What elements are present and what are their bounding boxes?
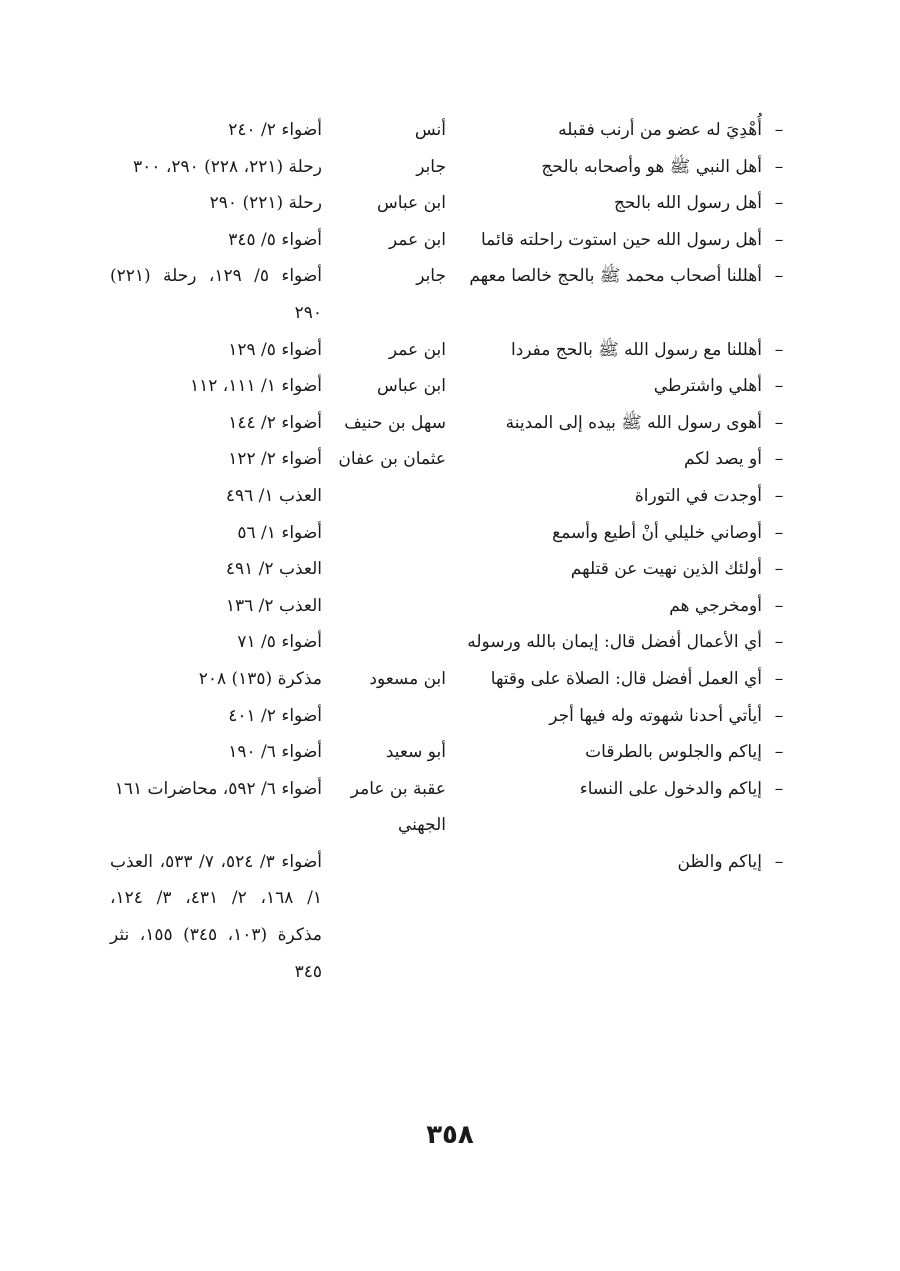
index-entry [110, 441, 790, 478]
index-entry [110, 844, 790, 990]
index-entry [110, 771, 790, 844]
index-entry [110, 185, 790, 222]
source-reference: أضواء ٥/ ١٢٩ [228, 339, 322, 360]
narrator-name: ابن عباس [376, 376, 446, 397]
narrator-name: ابن عمر [388, 229, 446, 250]
hadith-text: أهللنا مع رسول الله ﷺ بالحج مفردا [510, 339, 762, 360]
entry-dash: – [774, 449, 784, 470]
narrator-name [324, 588, 450, 625]
entry-dash: – [774, 851, 784, 872]
narrator-name: عقبة بن عامر الجهني [350, 778, 446, 836]
hadith-text: أوجدت في التوراة [634, 485, 762, 506]
hadith-text: أهلي واشترطي [653, 376, 762, 397]
source-reference: أضواء ٢/ ٤٠١ [228, 705, 322, 726]
hadith-text: أهل رسول الله حين استوت راحلته قائما [480, 229, 762, 250]
hadith-text: أهوى رسول الله ﷺ بيده إلى المدينة [505, 412, 762, 433]
narrator-name: ابن عباس [376, 193, 446, 214]
hadith-text: أي الأعمال أفضل قال: إيمان بالله ورسوله [467, 632, 762, 653]
hadith-text: إياكم والظن [677, 851, 762, 872]
source-reference: العذب ١/ ٤٩٦ [225, 485, 322, 506]
hadith-text: إياكم والجلوس بالطرقات [585, 742, 762, 763]
index-entry [110, 478, 790, 515]
source-reference: أضواء ١/ ٥٦ [237, 522, 322, 543]
entry-dash: – [774, 742, 784, 763]
hadith-text: أي العمل أفضل قال: الصلاة على وقتها [490, 668, 762, 689]
narrator-name [324, 624, 450, 661]
source-reference: أضواء ٦/ ١٩٠ [228, 742, 322, 763]
index-entry [110, 515, 790, 552]
narrator-name [324, 515, 450, 552]
entry-dash: – [774, 522, 784, 543]
index-entry [110, 368, 790, 405]
hadith-text: أو يصد لكم [683, 449, 762, 470]
entry-dash: – [774, 229, 784, 250]
source-reference: أضواء ١/ ١١١، ١١٢ [189, 376, 322, 397]
entry-dash: – [774, 705, 784, 726]
narrator-name: عثمان بن عفان [338, 449, 446, 470]
narrator-name [324, 844, 450, 990]
index-entry [110, 698, 790, 735]
source-reference: رحلة (٢٢١، ٢٢٨) ٢٩٠، ٣٠٠ [133, 156, 322, 177]
hadith-text: أهل النبي ﷺ هو وأصحابه بالحج [541, 156, 762, 177]
index-entry [110, 149, 790, 186]
narrator-name: أنس [414, 120, 446, 140]
source-reference: رحلة (٢٢١) ٢٩٠ [209, 193, 322, 214]
index-entry [110, 588, 790, 625]
hadith-text: أهل رسول الله بالحج [613, 193, 762, 214]
narrator-name [324, 551, 450, 588]
entry-dash: – [774, 412, 784, 433]
narrator-name: جابر [416, 156, 446, 177]
source-reference: أضواء ٥/ ٧١ [237, 632, 322, 653]
source-reference: أضواء ٢/ ١٢٢ [228, 449, 322, 470]
entry-dash: – [774, 339, 784, 360]
index-entry [110, 332, 790, 369]
entry-dash: – [774, 632, 784, 653]
entry-dash: – [774, 266, 784, 287]
entry-dash: – [774, 778, 784, 799]
source-reference: أضواء ٦/ ٥٩٢، محاضرات ١٦١ [114, 778, 322, 799]
source-reference: أضواء ٥/ ٣٤٥ [228, 229, 322, 250]
hadith-text: أهللنا أصحاب محمد ﷺ بالحج خالصا معهم [469, 266, 762, 287]
narrator-name: ابن عمر [388, 339, 446, 360]
narrator-name: أبو سعيد [385, 742, 446, 763]
narrator-name: ابن مسعود [369, 668, 446, 689]
source-reference: أضواء ٣/ ٥٢٤، ٧/ ٥٣٣، العذب ١/ ١٦٨، ٢/ ٤٣١، ٣/ ١٢٤، مذكرة (١٠٣، ٣٤٥) ١٥٥، نثر ٣٤٥ [110, 851, 323, 982]
entry-dash: – [774, 668, 784, 689]
source-reference: العذب ٢/ ١٣٦ [225, 595, 322, 616]
source-reference: العذب ٢/ ٤٩١ [225, 559, 322, 580]
hadith-text: أومخرجي هم [669, 595, 762, 616]
entry-dash: – [774, 376, 784, 397]
entry-dash: – [774, 156, 784, 177]
hadith-text: أولئك الذين نهيت عن قتلهم [570, 559, 762, 580]
source-reference: أضواء ٢/ ١٤٤ [228, 412, 322, 433]
index-entry [110, 661, 790, 698]
source-reference: مذكرة (١٣٥) ٢٠٨ [198, 668, 322, 689]
hadith-text: أُهْدِيَ له عضو من أرنب فقبله [558, 120, 762, 140]
hadith-text: إياكم والدخول على النساء [579, 778, 762, 799]
index-entry [110, 405, 790, 442]
page-number: ٣٥٨ [426, 1120, 474, 1150]
narrator-name [324, 698, 450, 735]
index-entry [110, 222, 790, 259]
entry-dash: – [774, 559, 784, 580]
index-entries [110, 112, 790, 990]
index-entry [110, 551, 790, 588]
narrator-name [324, 478, 450, 515]
narrator-name: سهل بن حنيف [344, 412, 446, 433]
index-entry [110, 624, 790, 661]
entry-dash: – [774, 595, 784, 616]
index-entry [110, 112, 790, 149]
index-entry [110, 734, 790, 771]
entry-dash: – [774, 485, 784, 506]
entry-dash: – [774, 120, 784, 140]
hadith-text: أوصاني خليلي أنْ أطيع وأسمع [552, 522, 762, 543]
source-reference: أضواء ٢/ ٢٤٠ [228, 120, 322, 140]
entry-dash: – [774, 193, 784, 214]
narrator-name: جابر [416, 266, 446, 287]
source-reference: أضواء ٥/ ١٢٩، رحلة (٢٢١) ٢٩٠ [110, 266, 322, 323]
hadith-text: أيأتي أحدنا شهوته وله فيها أجر [549, 705, 762, 726]
index-entry [110, 258, 790, 331]
